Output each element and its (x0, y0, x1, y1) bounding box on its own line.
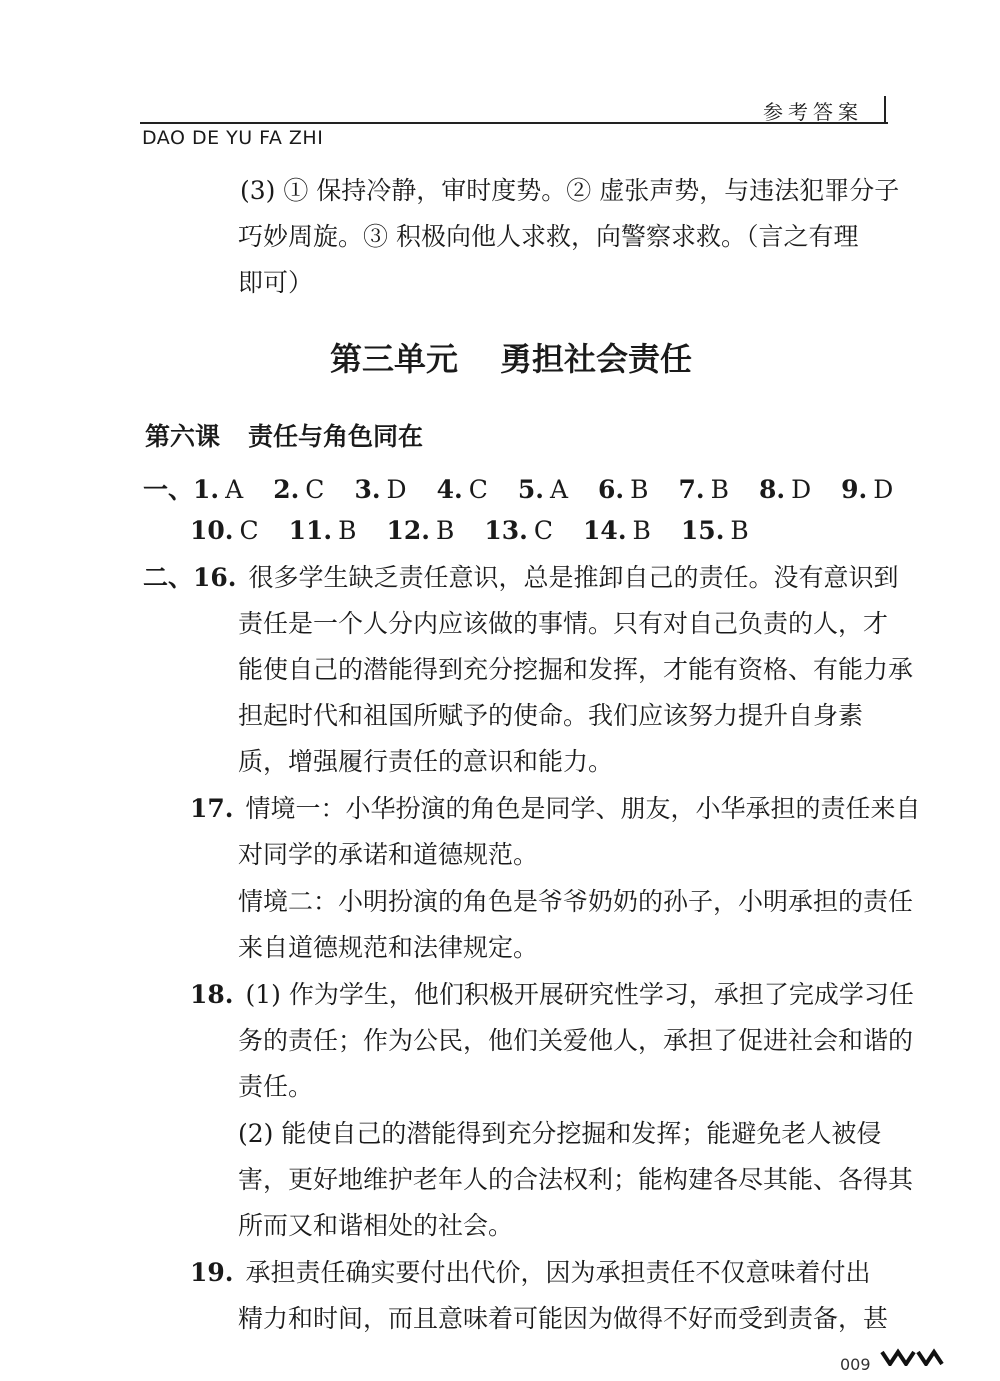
continuation-line-3: 即可） (238, 268, 314, 297)
mc-answer-item (387, 516, 455, 545)
mc-answer-item (190, 516, 259, 545)
mc-question-number: 12. (386, 516, 431, 545)
lesson-name: 责任与角色同在 (248, 422, 424, 451)
q18-number: 18. (190, 980, 234, 1009)
mc-question-number: 2. (273, 475, 300, 504)
q19-line-2: 精力和时间，而且意味着可能因为做得不好而受到责备，甚 (238, 1304, 889, 1333)
mc-answer-letter: B (632, 516, 651, 545)
q18-line-4: (2) 能使自己的潜能得到充分挖掘和发挥；能避免老人被侵 (238, 1119, 882, 1148)
unit-title (330, 334, 692, 380)
mc-answer-item (193, 475, 243, 504)
q18-text: (1) 作为学生，他们积极开展研究性学习，承担了完成学习任 (245, 980, 914, 1009)
page-number: 009 (840, 1355, 871, 1374)
mc-question-number: 5. (517, 475, 544, 504)
mc-question-number: 11. (288, 516, 333, 545)
mc-answer-letter: C (305, 475, 325, 504)
q16-line-1 (143, 563, 899, 593)
mc-question-number: 8. (758, 475, 786, 504)
mc-answer-item (598, 475, 648, 504)
header-rule (140, 122, 888, 124)
mc-answer-letter: D (873, 475, 894, 504)
mc-answer-letter: B (730, 516, 749, 545)
mc-answer-item (841, 475, 893, 504)
q18-line-1 (190, 980, 914, 1010)
mc-answer-item (759, 475, 811, 504)
mc-question-number: 4. (436, 475, 463, 504)
mc-answer-item (679, 475, 729, 504)
q16-line-5: 质，增强履行责任的意识和能力。 (238, 747, 614, 776)
mc-answer-item (354, 475, 406, 504)
continuation-line-2: 巧妙周旋。③ 积极向他人求救，向警察求救。（言之有理 (238, 222, 859, 251)
q17-line-4: 来自道德规范和法律规定。 (238, 933, 539, 962)
mc-answer-item (583, 516, 651, 545)
mc-answers-row-1 (143, 470, 923, 506)
mc-question-number: 14. (583, 516, 627, 545)
mc-answer-letter: B (436, 516, 455, 545)
mc-answers-row-2 (190, 516, 779, 545)
mc-answer-letter: B (710, 475, 729, 504)
mc-answer-letter: A (225, 475, 244, 504)
mc-answer-letter: D (791, 475, 812, 504)
header-divider-bar (884, 96, 886, 124)
mc-answer-item (273, 475, 324, 504)
mc-question-number: 1. (193, 475, 220, 504)
q16-number: 16. (193, 563, 237, 592)
mc-question-number: 6. (598, 475, 625, 504)
mc-answer-item (484, 516, 553, 545)
header-subject-latin: DAO DE YU FA ZHI (142, 127, 324, 149)
q17-line-2: 对同学的承诺和道德规范。 (238, 840, 539, 869)
q19-number: 19. (190, 1258, 234, 1287)
q16-text: 很多学生缺乏责任意识，总是推卸自己的责任。没有意识到 (248, 563, 899, 592)
mc-question-number: 9. (841, 475, 868, 504)
mc-answer-item (518, 475, 568, 504)
q17-number: 17. (190, 794, 234, 823)
q19-line-1 (190, 1258, 871, 1288)
mc-answer-letter: B (630, 475, 649, 504)
lesson-label: 第六课 (145, 422, 221, 451)
mc-answer-letter: C (468, 475, 488, 504)
mc-question-number: 3. (354, 475, 381, 504)
section-two-marker: 二、 (143, 563, 194, 592)
q18-line-3: 责任。 (238, 1072, 314, 1101)
page-ornament-icon (880, 1346, 950, 1366)
mc-answer-letter: B (338, 516, 357, 545)
mc-answer-item (289, 516, 357, 545)
q16-line-3: 能使自己的潜能得到充分挖掘和发挥，才能有资格、有能力承 (238, 655, 914, 684)
mc-question-number: 15. (680, 516, 725, 545)
q16-line-2: 责任是一个人分内应该做的事情。只有对自己负责的人，才 (238, 609, 889, 638)
unit-name: 勇担社会责任 (500, 340, 693, 378)
mc-answer-letter: D (386, 475, 407, 504)
mc-question-number: 13. (484, 516, 528, 545)
q18-line-6: 所而又和谐相处的社会。 (238, 1211, 514, 1240)
section-one-marker: 一、 (143, 475, 194, 504)
mc-answer-item (681, 516, 749, 545)
continuation-line-1: (3) ① 保持冷静，审时度势。② 虚张声势，与违法犯罪分子 (240, 176, 900, 205)
header-title: 参考答案 (763, 100, 863, 124)
q18-line-2: 务的责任；作为公民，他们关爱他人，承担了促进社会和谐的 (238, 1026, 914, 1055)
q16-line-4: 担起时代和祖国所赋予的使命。我们应该努力提升自身素 (238, 701, 864, 730)
mc-question-number: 10. (190, 516, 234, 545)
q19-text: 承担责任确实要付出代价，因为承担责任不仅意味着付出 (245, 1258, 871, 1287)
lesson-title (145, 417, 423, 453)
mc-question-number: 7. (678, 475, 705, 504)
mc-answer-letter: C (533, 516, 554, 545)
q18-line-5: 害，更好地维护老年人的合法权利；能构建各尽其能、各得其 (238, 1165, 914, 1194)
q17-line-1 (190, 794, 921, 824)
mc-answer-item (437, 475, 488, 504)
q17-text: 情境一：小华扮演的角色是同学、朋友，小华承担的责任来自 (245, 794, 921, 823)
mc-answer-letter: C (239, 516, 259, 545)
mc-answer-letter: A (549, 475, 569, 504)
unit-label: 第三单元 (330, 340, 459, 378)
q17-line-3: 情境二：小明扮演的角色是爷爷奶奶的孙子，小明承担的责任 (238, 887, 914, 916)
